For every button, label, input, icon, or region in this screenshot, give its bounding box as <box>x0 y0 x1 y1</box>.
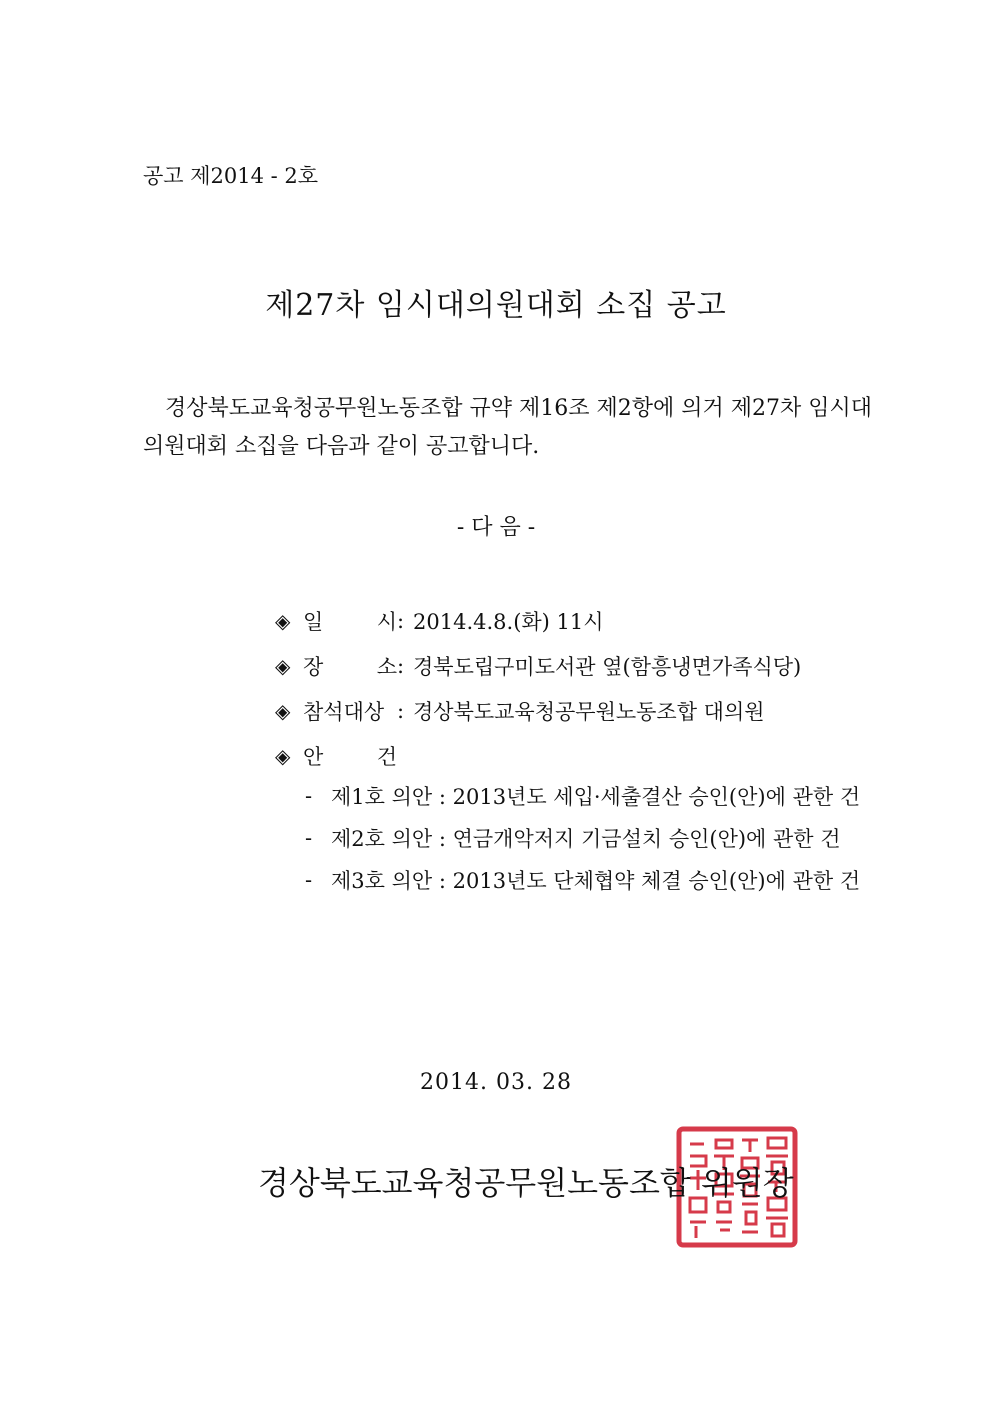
dash-bullet: - <box>305 826 313 850</box>
agenda-item-text: 제3호 의안 : 2013년도 단체협약 체결 승인(안)에 관한 건 <box>331 869 861 893</box>
detail-label: 일 시 <box>303 609 397 634</box>
diamond-bullet-icon: ◈ <box>275 698 291 723</box>
detail-row-place <box>275 643 801 688</box>
agenda-list <box>305 775 860 901</box>
notice-number: 공고 제2014 - 2호 <box>143 164 319 188</box>
agenda-item <box>305 859 860 901</box>
agenda-item <box>305 775 860 817</box>
details-list <box>275 598 801 778</box>
diamond-bullet-icon: ◈ <box>275 743 291 768</box>
detail-label: 안 건 <box>303 744 397 769</box>
intro-paragraph <box>143 390 873 466</box>
colon-separator: : <box>397 608 405 633</box>
document-title: 제27차 임시대의원대회 소집 공고 <box>265 288 727 323</box>
detail-label: 장 소 <box>303 654 397 679</box>
detail-row-time <box>275 598 801 643</box>
detail-row-attendees <box>275 688 801 733</box>
intro-line-1: 경상북도교육청공무원노동조합 규약 제16조 제2항에 의거 제27차 임시대 <box>165 396 873 421</box>
agenda-item <box>305 817 860 859</box>
colon-separator: : <box>397 698 405 723</box>
agenda-item-text: 제1호 의안 : 2013년도 세입·세출결산 승인(안)에 관한 건 <box>331 785 861 809</box>
detail-value: 경상북도교육청공무원노동조합 대의원 <box>413 699 765 724</box>
section-separator: - 다 음 - <box>456 515 536 540</box>
intro-line-2: 의원대회 소집을 다음과 같이 공고합니다. <box>143 434 540 459</box>
dash-bullet: - <box>305 784 313 808</box>
detail-row-agenda <box>275 733 801 778</box>
colon-separator: : <box>397 653 405 678</box>
detail-value: 2014.4.8.(화) 11시 <box>413 609 604 634</box>
agenda-item-text: 제2호 의안 : 연금개악저지 기금설치 승인(안)에 관한 건 <box>331 827 841 851</box>
detail-value: 경북도립구미도서관 옆(함흥냉면가족식당) <box>413 654 802 679</box>
diamond-bullet-icon: ◈ <box>275 608 291 633</box>
diamond-bullet-icon: ◈ <box>275 653 291 678</box>
document-date: 2014. 03. 28 <box>420 1070 572 1095</box>
detail-label: 참석대상 <box>303 699 385 724</box>
signatory: 경상북도교육청공무원노동조합 위원장 <box>258 1164 794 1202</box>
dash-bullet: - <box>305 868 313 892</box>
